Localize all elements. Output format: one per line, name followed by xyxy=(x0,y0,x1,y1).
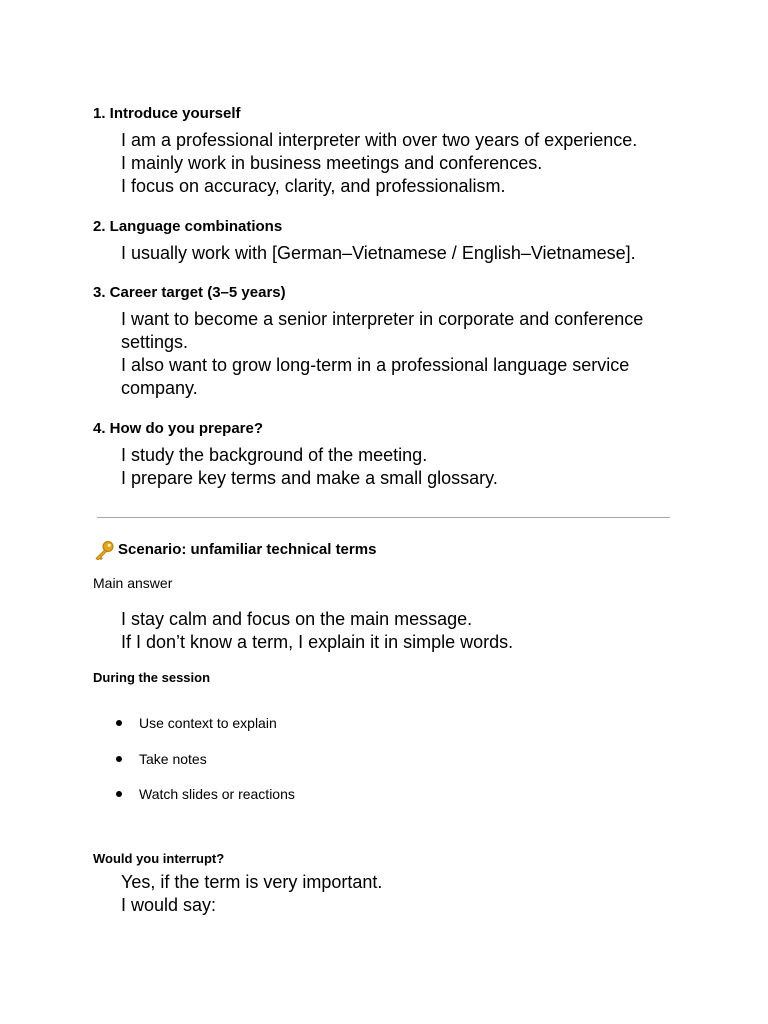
question-2-heading: 2. Language combinations xyxy=(93,218,283,235)
answer-line: I prepare key terms and make a small glossary. xyxy=(121,468,498,488)
horizontal-divider xyxy=(97,517,670,518)
during-session-label: During the session xyxy=(93,670,211,685)
interrupt-label: Would you interrupt? xyxy=(93,851,225,866)
answer-line: I am a professional interpreter with over two years of experience. xyxy=(121,130,638,150)
question-4-answer xyxy=(121,444,681,490)
scenario-heading-text: Scenario: unfamiliar technical terms xyxy=(118,541,377,558)
main-answer-label: Main answer xyxy=(93,575,173,591)
main-answer xyxy=(121,608,681,654)
key-icon xyxy=(93,540,115,560)
question-3-heading: 3. Career target (3–5 years) xyxy=(93,284,286,301)
list-item-text: Watch slides or reactions xyxy=(139,786,295,802)
question-4-heading: 4. How do you prepare? xyxy=(93,420,264,437)
answer-line: I usually work with [German–Vietnamese / English–Vietnamese]. xyxy=(121,243,636,263)
bullet-icon xyxy=(116,720,122,726)
question-3-answer xyxy=(121,308,681,400)
interrupt-answer xyxy=(121,871,681,917)
answer-line: I study the background of the meeting. xyxy=(121,445,428,465)
during-session-list xyxy=(115,714,295,821)
list-item xyxy=(115,750,295,786)
question-1-answer xyxy=(121,129,681,198)
list-item-text: Use context to explain xyxy=(139,715,277,731)
answer-line: I stay calm and focus on the main message. xyxy=(121,609,473,629)
answer-line: I focus on accuracy, clarity, and professionalism. xyxy=(121,176,506,196)
answer-line: I mainly work in business meetings and conferences. xyxy=(121,153,543,173)
answer-line: Yes, if the term is very important. xyxy=(121,872,383,892)
question-1-heading: 1. Introduce yourself xyxy=(93,105,241,122)
bullet-icon xyxy=(116,756,122,762)
scenario-heading xyxy=(93,540,376,560)
answer-line: If I don’t know a term, I explain it in simple words. xyxy=(121,632,514,652)
answer-line: I also want to grow long-term in a professional language service company. xyxy=(121,355,630,398)
list-item xyxy=(115,714,295,750)
list-item xyxy=(115,785,295,821)
answer-line: I want to become a senior interpreter in corporate and conference settings. xyxy=(121,309,644,352)
answer-line: I would say: xyxy=(121,895,217,915)
question-2-answer xyxy=(121,242,681,265)
list-item-text: Take notes xyxy=(139,750,207,767)
bullet-icon xyxy=(116,791,122,797)
